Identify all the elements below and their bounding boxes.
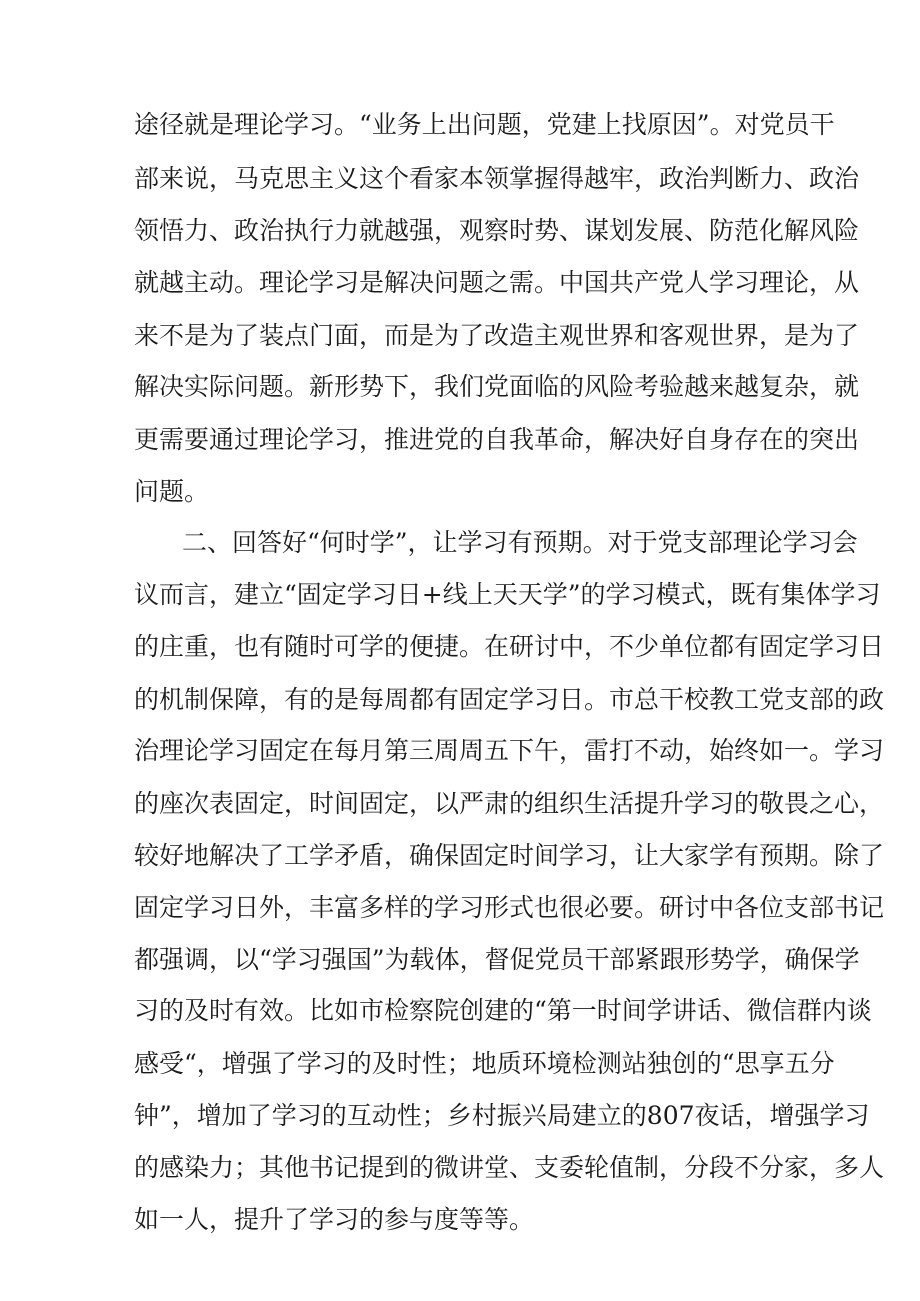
paragraph-1-line: 问题。: [134, 477, 210, 506]
paragraph-2-line: 二、回答好“何时学”，让学习有预期。对于党支部理论学习会: [182, 528, 858, 557]
paragraph-1-line: 来不是为了装点门面，而是为了改造主观世界和客观世界，是为了: [134, 321, 860, 350]
paragraph-2-line: 钟”，增加了学习的互动性；乡村振兴局建立的807夜话，增强学习: [134, 1101, 870, 1130]
paragraph-1-line: 就越主动。理论学习是解决问题之需。中国共产党人学习理论，从: [134, 268, 860, 297]
paragraph-2-line: 较好地解决了工学矛盾，确保固定时间学习，让大家学有预期。除了: [134, 841, 885, 870]
paragraph-2-line: 感受“，增强了学习的及时性；地质环境检测站独创的“思享五分: [134, 1049, 835, 1078]
paragraph-2-line: 固定学习日外，丰富多样的学习形式也很必要。研讨中各位支部书记: [134, 893, 885, 922]
paragraph-2-line: 治理论学习固定在每月第三周周五下午，雷打不动，始终如一。学习: [134, 736, 885, 765]
paragraph-1-line: 部来说，马克思主义这个看家本领掌握得越牢，政治判断力、政治: [134, 164, 860, 193]
paragraph-2-line: 如一人，提升了学习的参与度等等。: [134, 1205, 535, 1234]
paragraph-2-line: 的座次表固定，时间固定，以严肃的组织生活提升学习的敬畏之心，: [134, 789, 885, 818]
paragraph-2-line: 都强调，以“学习强国”为载体，督促党员干部紧跟形势学，确保学: [134, 945, 860, 974]
paragraph-1-line: 途径就是理论学习。“业务上出问题，党建上找原因”。对党员干: [134, 110, 835, 139]
paragraph-2-line: 习的及时有效。比如市检察院创建的“第一时间学讲话、微信群内谈: [134, 996, 872, 1025]
paragraph-2-line: 的庄重，也有随时可学的便捷。在研讨中，不少单位都有固定学习日: [134, 632, 885, 661]
paragraph-2-line: 的机制保障，有的是每周都有固定学习日。市总干校教工党支部的政: [134, 685, 885, 714]
paragraph-1-line: 解决实际问题。新形势下，我们党面临的风险考验越来越复杂，就: [134, 372, 860, 401]
paragraph-1-line: 领悟力、政治执行力就越强，观察时势、谋划发展、防范化解风险: [134, 216, 860, 245]
paragraph-2-line: 的感染力；其他书记提到的微讲堂、支委轮值制，分段不分家，多人: [134, 1153, 885, 1182]
paragraph-2-line: 议而言，建立“固定学习日+线上天天学”的学习模式，既有集体学习: [134, 580, 881, 609]
paragraph-1-line: 更需要通过理论学习，推进党的自我革命，解决好自身存在的突出: [134, 425, 860, 454]
